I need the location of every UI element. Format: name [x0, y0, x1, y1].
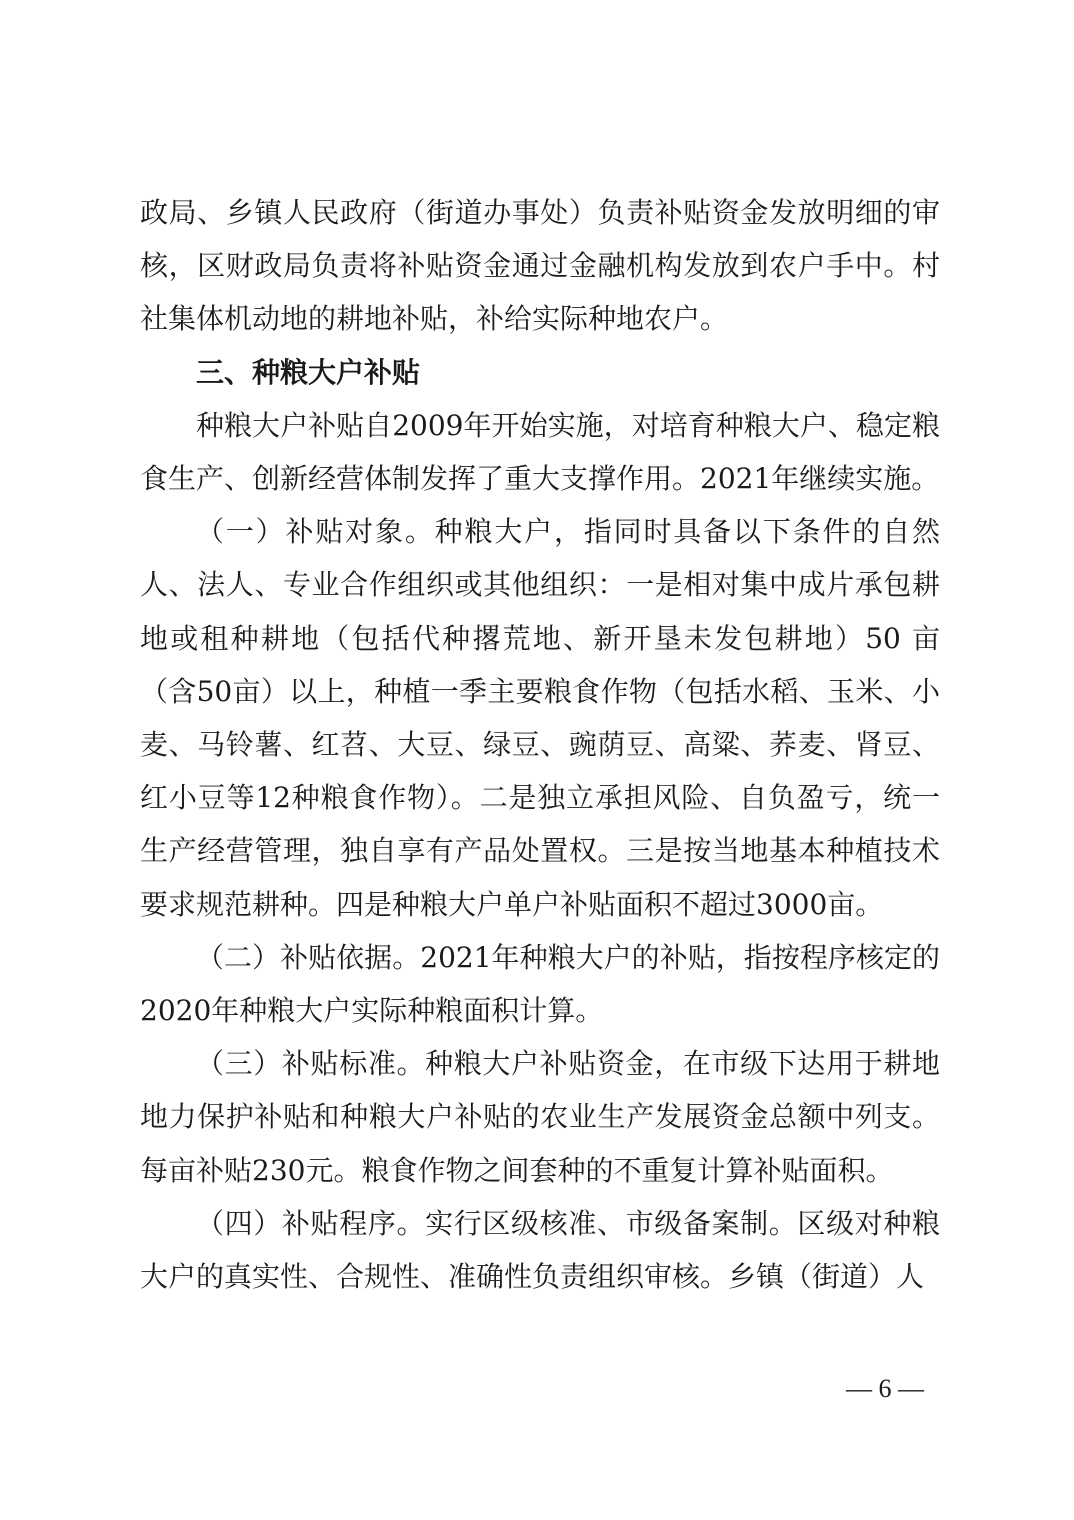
page-number: — 6 — — [846, 1374, 924, 1403]
paragraph-continued — [140, 186, 940, 346]
paragraph-text: 。种粮大户，指同时具备以下条件的自然人、法人、专业合作组织或其他组织：一是相对集中成片承包耕地或租种耕地（包括代种撂荒地、新开垦未发包耕地）50 亩（含50亩）以上，种植一季主要粮食作物（包括水稻、玉米、小麦、马铃薯、红苕、大豆、绿豆、豌荫豆、高粱、荞麦、肾豆、红小豆等12种粮食作物）。二是独立承担风险、自负盈亏，统一生产经营管理，独自享有产品处置权。三是按当地基本种植技术要求规范耕种。四是种粮大户单户补贴面积不超过3000亩。 — [140, 515, 940, 921]
item-lead: （三）补贴标准 — [196, 1047, 397, 1081]
paragraph-item-4 — [140, 1197, 940, 1303]
paragraph-intro — [140, 399, 940, 505]
paragraph-text: 。种粮大户补贴资金，在市级下达用于耕地地力保护补贴和种粮大户补贴的农业生产发展资金总额中列支。每亩补贴230元。粮食作物之间套种的不重复计算补贴面积。 — [140, 1047, 940, 1187]
paragraph-item-3 — [140, 1037, 940, 1197]
section-heading-text: 三、种粮大户补贴 — [196, 355, 421, 389]
paragraph-text: 。实行区级核准、市级备案制。区级对种粮大户的真实性、合规性、准确性负责组织审核。乡镇（街道）人 — [140, 1206, 940, 1294]
paragraph-text: 政局、乡镇人民政府（街道办事处）负责补贴资金发放明细的审核，区财政局负责将补贴资金通过金融机构发放到农户手中。村社集体机动地的耕地补贴，补给实际种地农户。 — [140, 196, 940, 336]
document-body — [140, 186, 940, 1303]
paragraph-text: 。2021年种粮大户的补贴，指按程序核定的2020年种粮大户实际种粮面积计算。 — [140, 940, 940, 1028]
section-heading — [140, 346, 940, 399]
paragraph-text: 种粮大户补贴自2009年开始实施，对培育种粮大户、稳定粮食生产、创新经营体制发挥了重大支撑作用。2021年继续实施。 — [140, 408, 940, 496]
item-lead: （四）补贴程序 — [196, 1206, 397, 1240]
item-lead: （二）补贴依据 — [196, 940, 393, 974]
paragraph-item-1 — [140, 505, 940, 931]
item-lead: （一）补贴对象 — [196, 515, 405, 549]
paragraph-item-2 — [140, 931, 940, 1037]
